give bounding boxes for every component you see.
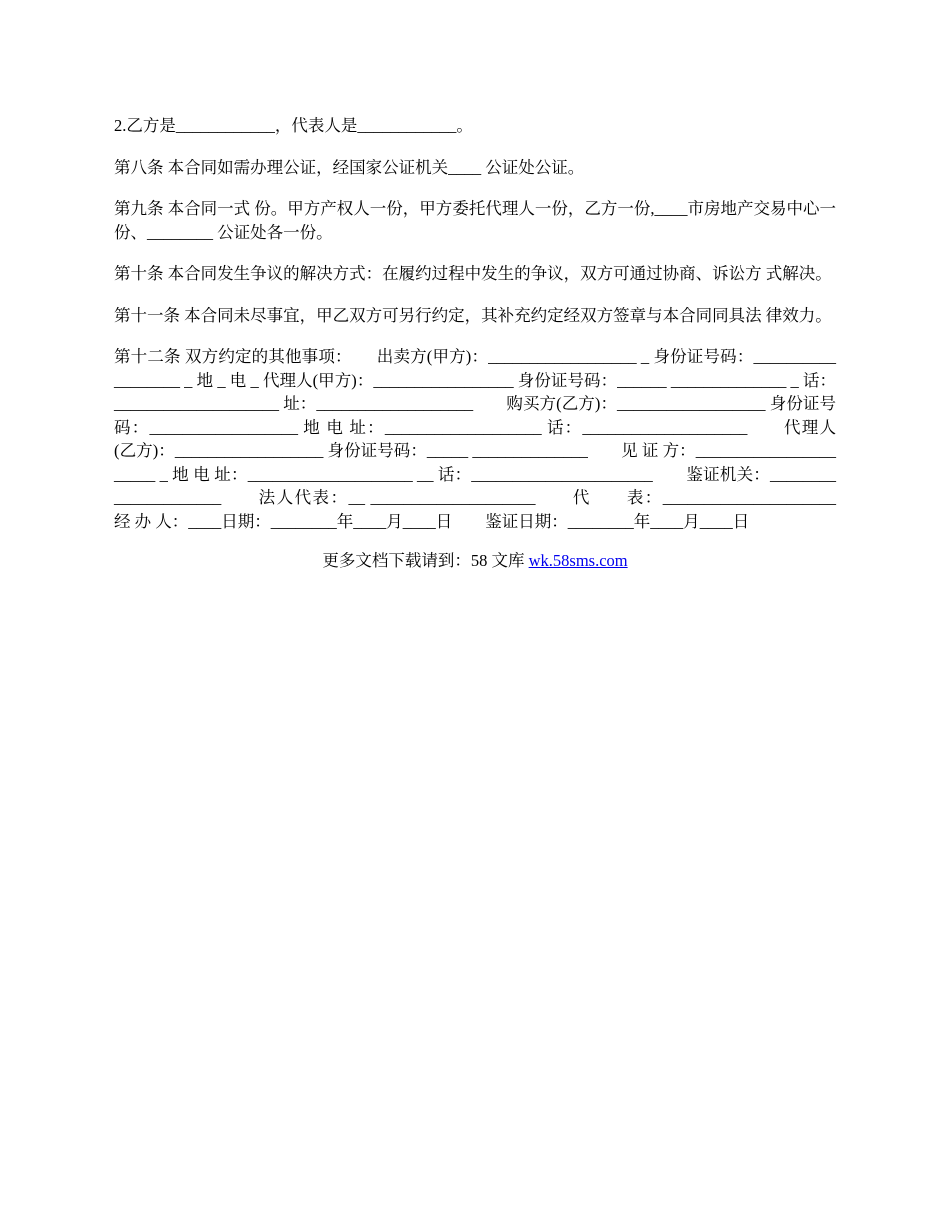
clause-party-b: 2.乙方是____________，代表人是____________。 — [114, 116, 473, 135]
clause-12-signatures: 第十二条 双方约定的其他事项： 出卖方(甲方)：__________________ _ 身份证号码：__________________ _ 地 _ 电 _ 代理人(甲方)：_________________ 身份证号码：______ ______________ _ 话：____________________ 址：___________________ 购买方(乙方)：__________________ 身份证号码：__________________ 地 电 址：___________________ 话：____________________ 代理人(乙方)：__________________ 身份证号码：_____ ______________ 见 证 方：______________________ _ 地 电 址：____________________ __ 话：______________________ 鉴证机关：_____________________ 法人代表：__ ____________________ 代 表：_____________________ 经 办 人：____日期：________年____月____日 鉴证日期：________年____月____日 — [114, 347, 869, 531]
footer — [114, 549, 836, 573]
clause-8-notarization: 第八条 本合同如需办理公证，经国家公证机关____ 公证处公证。 — [114, 157, 585, 177]
clause-9-copies: 第九条 本合同一式 份。甲方产权人一份，甲方委托代理人一份，乙方一份,____市房地产交易中心一份、________ 公证处各一份。 — [114, 199, 836, 242]
document-page — [114, 114, 869, 573]
footer-text: 更多文档下载请到：58 文库 — [322, 551, 529, 570]
clause-10-disputes: 第十条 本合同发生争议的解决方式：在履约过程中发生的争议，双方可通过协商、诉讼方 式解决。 — [114, 264, 832, 283]
footer-link[interactable]: wk.58sms.com — [528, 551, 628, 570]
clause-11-supplements: 第十一条 本合同未尽事宜，甲乙双方可另行约定，其补充约定经双方签章与本合同同具法 律效力。 — [114, 305, 832, 325]
